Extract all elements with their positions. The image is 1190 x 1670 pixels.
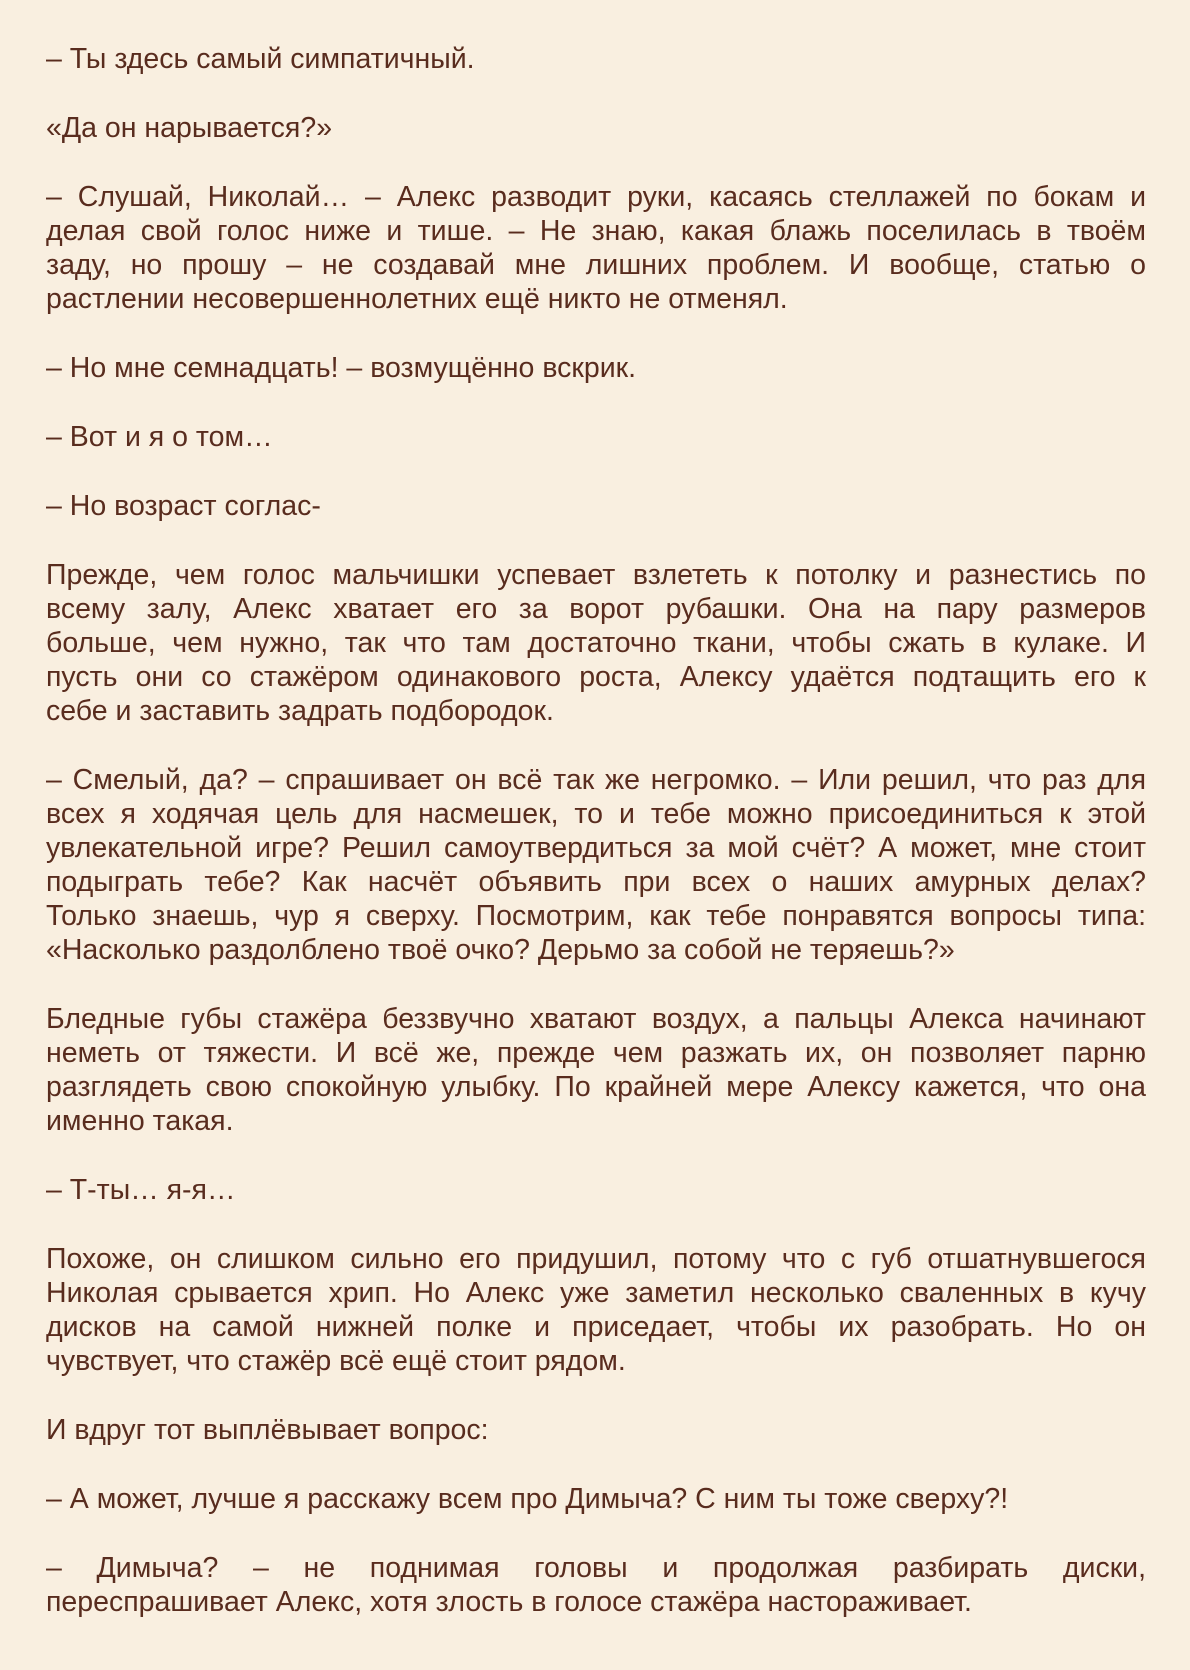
- text-line: Похоже, он слишком сильно его придушил, потому что с губ отшатнувшегося: [46, 1243, 1146, 1275]
- text-line: – Но возраст соглас-: [46, 490, 321, 522]
- text-line: чувствует, что стажёр всё ещё стоит рядом.: [46, 1345, 626, 1377]
- text-line: всех я ходячая цель для насмешек, то и тебе можно присоединиться к этой: [46, 798, 1146, 830]
- paragraph: [46, 111, 1146, 145]
- text-line: растлении несовершеннолетних ещё никто не отменял.: [46, 283, 788, 315]
- text-line: – Но мне семнадцать! – возмущённо вскрик.: [46, 352, 637, 384]
- paragraph: [46, 1413, 1146, 1447]
- paragraph: [46, 1482, 1146, 1516]
- text-line: пусть они со стажёром одинакового роста, Алексу удаётся подтащить его к: [46, 661, 1146, 693]
- text-line: Николая срывается хрип. Но Алекс уже заметил несколько сваленных в кучу: [46, 1277, 1146, 1309]
- text-line: разглядеть свою спокойную улыбку. По крайней мере Алексу кажется, что она: [46, 1071, 1146, 1103]
- paragraph: [46, 180, 1146, 316]
- text-line: именно такая.: [46, 1105, 234, 1137]
- paragraph: [46, 42, 1146, 76]
- text-line: дисков на самой нижней полке и приседает, чтобы их разобрать. Но он: [46, 1311, 1146, 1343]
- text-line: – А может, лучше я расскажу всем про Димыча? С ним ты тоже сверху?!: [46, 1483, 1009, 1515]
- text-line: – Вот и я о том…: [46, 421, 273, 453]
- text-line: – Смелый, да? – спрашивает он всё так же негромко. – Или решил, что раз для: [46, 764, 1146, 796]
- text-line: подыграть тебе? Как насчёт объявить при всех о наших амурных делах?: [46, 866, 1146, 898]
- text-line: «Насколько раздолблено твоё очко? Дерьмо за собой не теряешь?»: [46, 934, 955, 966]
- text-line: – Т-ты… я-я…: [46, 1174, 236, 1206]
- text-line: Бледные губы стажёра беззвучно хватают воздух, а пальцы Алекса начинают: [46, 1003, 1146, 1035]
- text-line: Прежде, чем голос мальчишки успевает взлететь к потолку и разнестись по: [46, 559, 1146, 591]
- paragraph: [46, 1173, 1146, 1207]
- text-line: «Да он нарывается?»: [46, 112, 333, 144]
- text-line: увлекательной игре? Решил самоутвердиться за мой счёт? А может, мне стоит: [46, 832, 1146, 864]
- text-line: неметь от тяжести. И всё же, прежде чем разжать их, он позволяет парню: [46, 1037, 1146, 1069]
- paragraph: [46, 1551, 1146, 1619]
- text-line: делая свой голос ниже и тише. – Не знаю, какая блажь поселилась в твоём: [46, 215, 1146, 247]
- text-line: больше, чем нужно, так что там достаточно ткани, чтобы сжать в кулаке. И: [46, 627, 1146, 659]
- text-line: – Слушай, Николай… – Алекс разводит руки, касаясь стеллажей по бокам и: [46, 181, 1146, 213]
- paragraph: [46, 558, 1146, 728]
- text-line: И вдруг тот выплёвывает вопрос:: [46, 1414, 489, 1446]
- paragraph: [46, 489, 1146, 523]
- paragraph: [46, 1002, 1146, 1138]
- text-line: – Димыча? – не поднимая головы и продолжая разбирать диски,: [46, 1552, 1146, 1584]
- paragraph: [46, 420, 1146, 454]
- text-line: – Ты здесь самый симпатичный.: [46, 43, 475, 75]
- text-line: Только знаешь, чур я сверху. Посмотрим, как тебе понравятся вопросы типа:: [46, 900, 1146, 932]
- text-line: всему залу, Алекс хватает его за ворот рубашки. Она на пару размеров: [46, 593, 1146, 625]
- book-page-text: [46, 42, 1146, 1654]
- paragraph: [46, 763, 1146, 967]
- text-line: заду, но прошу – не создавай мне лишних проблем. И вообще, статью о: [46, 249, 1146, 281]
- paragraph: [46, 1242, 1146, 1378]
- text-line: себе и заставить задрать подбородок.: [46, 695, 554, 727]
- paragraph: [46, 351, 1146, 385]
- text-line: переспрашивает Алекс, хотя злость в голосе стажёра настораживает.: [46, 1586, 972, 1618]
